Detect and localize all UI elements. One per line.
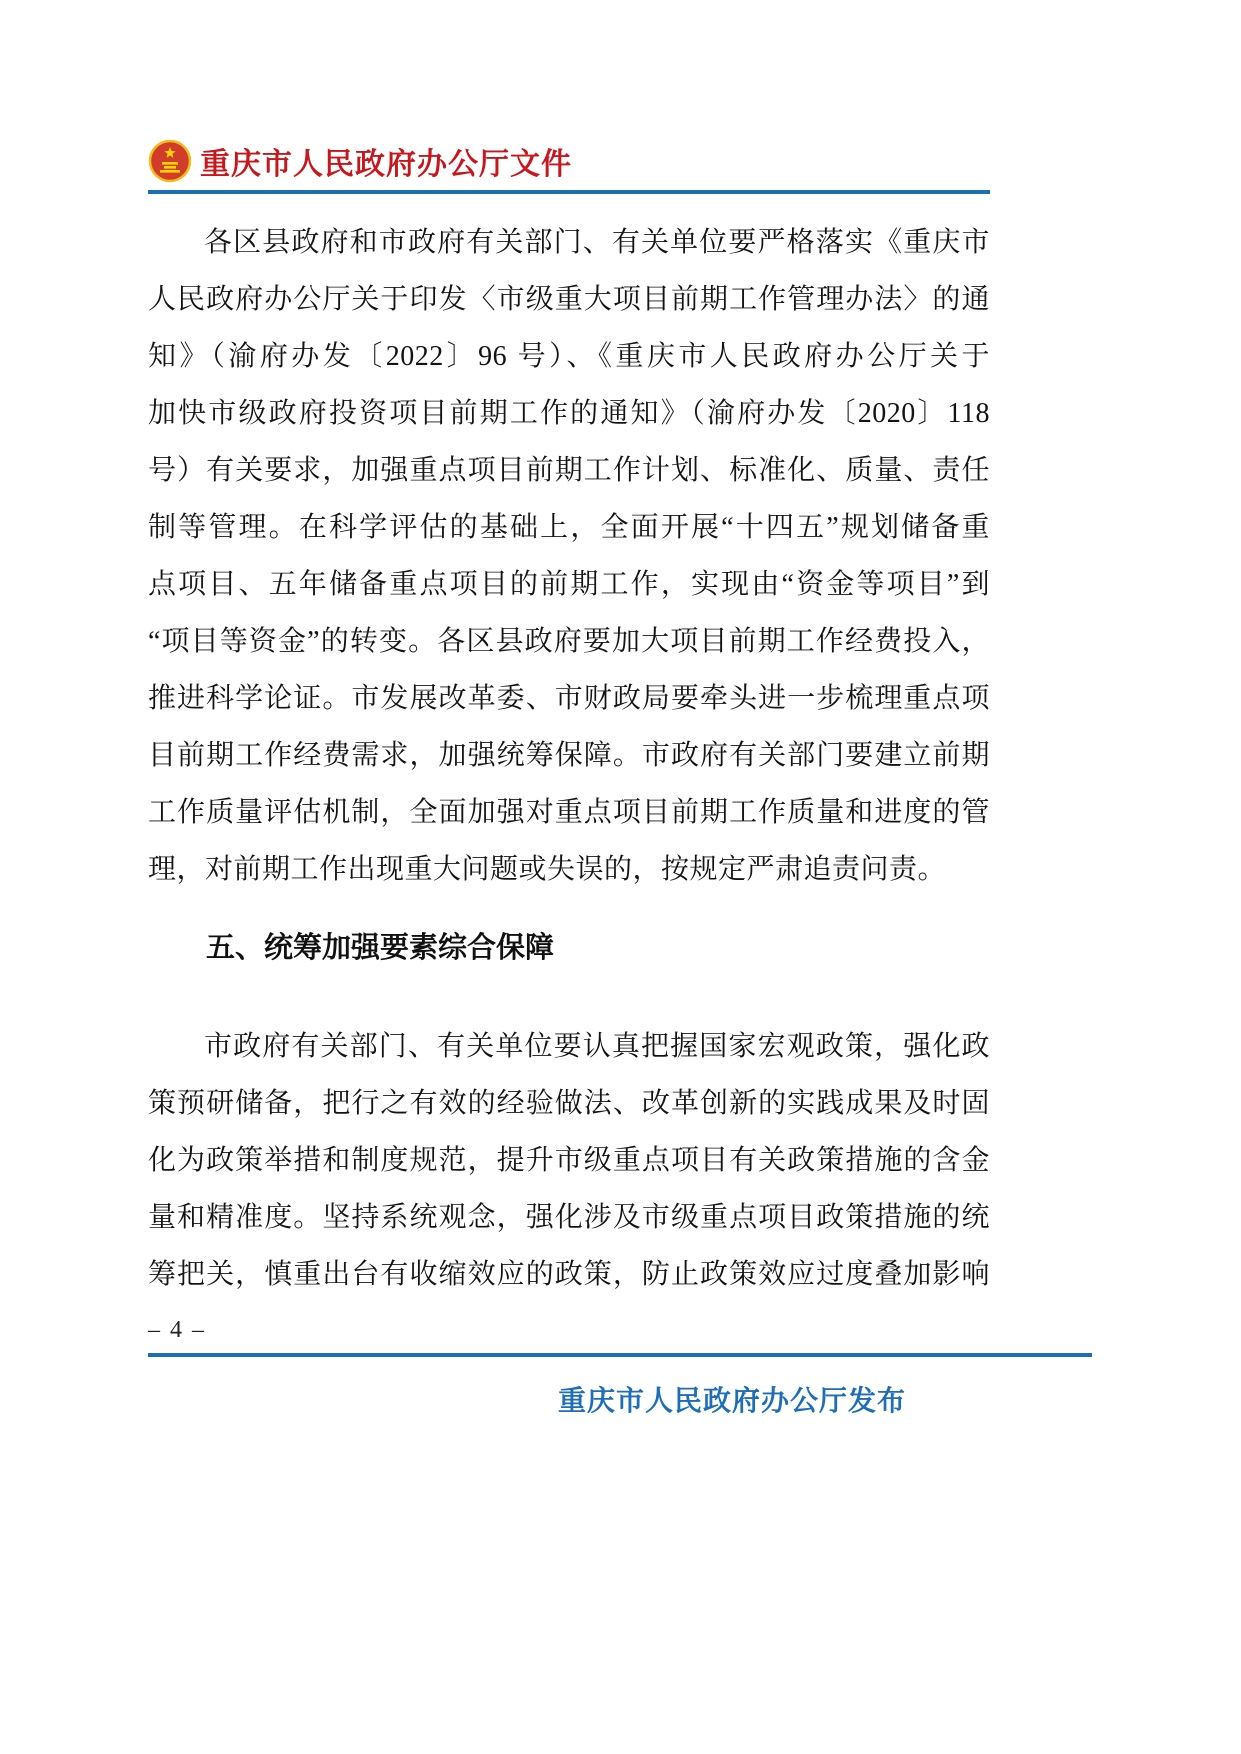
text-line: 筹把关，慎重出台有收缩效应的政策，防止政策效应过度叠加影响 — [148, 1259, 990, 1290]
text-line: 理，对前期工作出现重大问题或失误的，按规定严肃追责问责。 — [148, 854, 947, 885]
text-line: 工作质量评估机制，全面加强对重点项目前期工作质量和进度的管 — [148, 797, 990, 828]
text-line: 量和精准度。坚持系统观念，强化涉及市级重点项目政策措施的统 — [148, 1202, 990, 1233]
document-body — [148, 214, 990, 1303]
page-number: – 4 – — [148, 1317, 206, 1343]
footer-divider — [148, 1353, 1092, 1357]
document-title: 重庆市人民政府办公厅文件 — [200, 148, 572, 181]
document-footer — [148, 1315, 1092, 1419]
text-line: 策预研储备，把行之有效的经验做法、改革创新的实践成果及时固 — [148, 1088, 990, 1119]
text-line: “项目等资金”的转变。各区县政府要加大项目前期工作经费投入， — [148, 626, 990, 657]
text-line: 制等管理。在科学评估的基础上，全面开展“十四五”规划储备重 — [148, 512, 990, 543]
text-line: 知》（渝府办发〔2022〕96 号）、《重庆市人民政府办公厅关于 — [148, 341, 990, 372]
text-line: 加快市级政府投资项目前期工作的通知》（渝府办发〔2020〕118 — [148, 398, 990, 429]
text-line: 推进科学论证。市发展改革委、市财政局要牵头进一步梳理重点项 — [148, 683, 990, 714]
publisher-label: 重庆市人民政府办公厅发布 — [557, 1385, 906, 1416]
header-divider — [148, 190, 990, 194]
document-header — [148, 138, 1241, 184]
paragraph-2 — [148, 1018, 990, 1303]
text-line: 人民政府办公厅关于印发〈市级重大项目前期工作管理办法〉的通 — [148, 284, 990, 315]
text-line: 点项目、五年储备重点项目的前期工作，实现由“资金等项目”到 — [148, 569, 990, 600]
text-line: 号）有关要求，加强重点项目前期工作计划、标准化、质量、责任 — [148, 455, 990, 486]
text-line: 目前期工作经费需求，加强统筹保障。市政府有关部门要建立前期 — [148, 740, 990, 771]
section-heading: 五、统筹加强要素综合保障 — [206, 932, 555, 964]
text-line: 市政府有关部门、有关单位要认真把握国家宏观政策，强化政 — [204, 1031, 990, 1062]
text-line: 化为政策举措和制度规范，提升市级重点项目有关政策措施的含金 — [148, 1145, 990, 1176]
paragraph-1 — [148, 214, 990, 898]
national-emblem-icon — [148, 139, 192, 183]
text-line: 各区县政府和市政府有关部门、有关单位要严格落实《重庆市 — [204, 227, 990, 258]
